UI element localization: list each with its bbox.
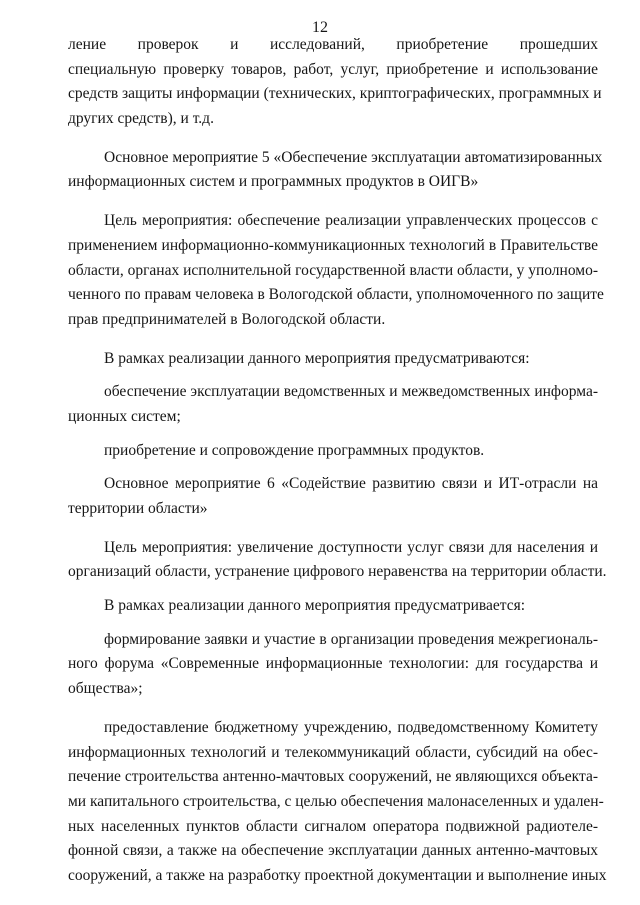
text-line: ченного по правам человека в Вологодской области, уполномоченного по защите [68,286,604,304]
text-line: Цель мероприятия: увеличение доступности услуг связи для населения и [104,538,598,556]
text-line: В рамках реализации данного мероприятия предусматриваются: [104,349,530,367]
text-line: предоставление бюджетному учреждению, подведомственному Комитету [104,718,598,736]
paragraph [68,716,607,889]
text-line: общества»; [68,680,143,698]
text-line: применением информационно-коммуникационных технологий в Правительстве [68,236,598,254]
text-line: ных населенных пунктов области сигналом оператора подвижной радиотеле- [68,817,598,835]
paragraph [68,209,604,332]
page-number: 12 [312,19,328,36]
document-body [68,33,607,889]
paragraph [68,536,607,585]
text-line: организаций области, устранение цифрового неравенства на территории области. [68,563,607,581]
text-line: печение строительства антенно-мачтовых сооружений, не являющихся объекта- [68,768,598,786]
text-line: сооружений, а также на разработку проектной документации и выполнение иных [68,866,607,884]
text-line: Основное мероприятие 5 «Обеспечение эксплуатации автоматизированных [104,148,603,166]
text-line: Цель мероприятия: обеспечение реализации управленческих процессов с [104,212,598,230]
paragraph [68,33,602,132]
paragraph [68,594,598,619]
text-line: приобретение и сопровождение программных продуктов. [104,441,485,459]
text-line: территории области» [68,500,208,517]
paragraph [68,347,598,372]
text-line: информационных систем и программных продуктов в ОИГВ» [68,173,479,191]
text-line: ционных систем; [68,407,181,425]
text-line: других средств), и т.д. [68,110,214,128]
paragraph [68,146,603,195]
text-line: информационных технологий и телекоммуникаций области, субсидий на обес- [68,743,598,761]
text-line: области, органах исполнительной государственной власти области, у уполномо- [68,261,598,279]
paragraph [68,628,598,702]
text-line: формирование заявки и участие в организации проведения межрегиональ- [104,630,598,648]
text-line: В рамках реализации данного мероприятия предусматривается: [104,597,526,615]
text-line: прав предпринимателей в Вологодской области. [68,310,386,328]
text-line: фонной связи, а также на обеспечение эксплуатации данных антенно-мачтовых [68,842,598,860]
text-line: Основное мероприятие 6 «Содействие развитию связи и ИТ-отрасли на [104,475,598,493]
text-line: специальную проверку товаров, работ, услуг, приобретение и использование [68,60,598,78]
paragraph [68,439,598,464]
paragraph [68,472,598,521]
paragraph [68,380,598,429]
text-line: ми капитального строительства, с целью обеспечения малонаселенных и удален- [68,792,604,810]
text-line: обеспечение эксплуатации ведомственных и межведомственных информа- [104,383,598,401]
text-line: средств защиты информации (технических, криптографических, программных и [68,85,602,103]
text-line: ление проверок и исследований, приобретение прошедших [68,36,598,53]
text-line: ного форума «Современные информационные технологии: для государства и [68,655,598,673]
